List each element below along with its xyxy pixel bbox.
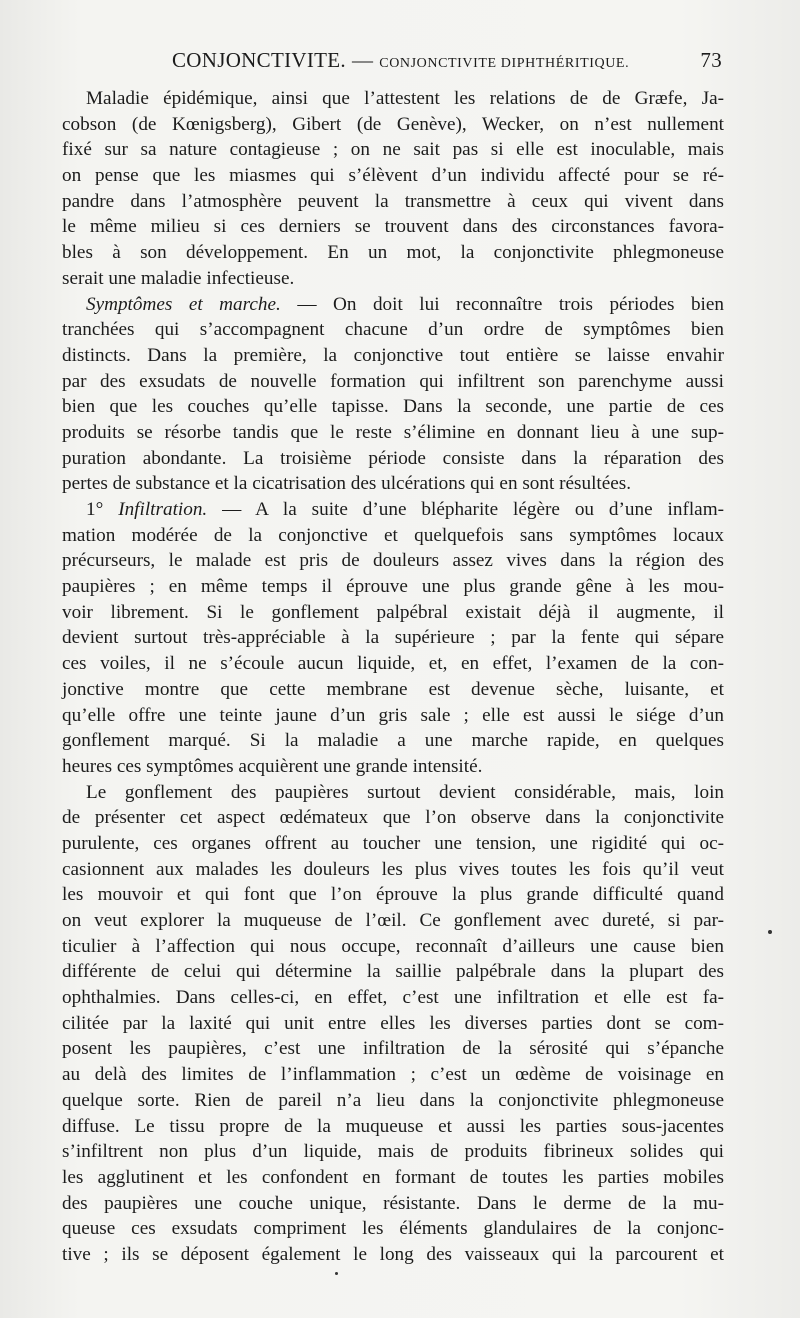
- text-line: cobson (de Kœnigsberg), Gibert (de Genève), Wecker, on n’est nullement: [62, 113, 724, 135]
- body-text: [62, 86, 724, 1268]
- text-line: tranchées qui s’accompagnent chacune d’un ordre de symptômes bien: [62, 319, 724, 341]
- text-line: qu’elle offre une teinte jaune d’un gris sale ; elle est aussi le siége d’un: [62, 704, 724, 726]
- text-line: [62, 292, 724, 318]
- text-line: paupières ; en même temps il éprouve une plus grande gêne à les mou-: [62, 576, 724, 598]
- text-line: des paupières une couche unique, résistante. Dans le derme de la mu-: [62, 1192, 724, 1214]
- section-subtitle: CONJONCTIVITE DIPHTHÉRITIQUE.: [379, 56, 630, 71]
- text-line: heures ces symptômes acquièrent une grande intensité.: [62, 755, 483, 777]
- running-title: [172, 48, 629, 73]
- text-line: le même milieu si ces derniers se trouvent dans des circonstances favora-: [62, 216, 724, 238]
- text-line: ticulier à l’affection qui nous occupe, reconnaît d’ailleurs une cause bien: [62, 935, 724, 957]
- page-number: 73: [700, 48, 722, 72]
- text-line: précurseurs, le malade est pris de douleurs assez vives dans la région des: [62, 550, 724, 572]
- text-line: posent les paupières, c’est une infiltration de la sérosité qui s’épanche: [62, 1038, 724, 1060]
- text-line: par des exsudats de nouvelle formation qui infiltrent son parenchyme aussi: [62, 370, 724, 392]
- text-line: au delà des limites de l’inflammation ; c’est un œdème de voisinage en: [62, 1064, 724, 1086]
- text-line: de présenter cet aspect œdémateux que l’on observe dans la conjonctivite: [62, 807, 724, 829]
- text-line: s’infiltrent non plus d’un liquide, mais de produits fibrineux solides qui: [62, 1141, 724, 1163]
- text-line: les agglutinent et les confondent en formant de toutes les parties mobiles: [62, 1166, 724, 1188]
- text-line: purulente, ces organes offrent au toucher une tension, une rigidité qui oc-: [62, 832, 724, 854]
- text-line: pertes de substance et la cicatrisation des ulcérations qui en sont résultées.: [62, 473, 632, 495]
- text-line: ces voiles, il ne s’écoule aucun liquide, et, en effet, l’examen de la con-: [62, 653, 724, 675]
- text-line: produits se résorbe tandis que le reste s’élimine en donnant lieu à une sup-: [62, 421, 724, 443]
- text-line: distincts. Dans la première, la conjonctive tout entière se laisse envahir: [62, 344, 724, 366]
- text-line: tive ; ils se déposent également le long des vaisseaux qui la parcourent et: [62, 1243, 724, 1265]
- chapter-title: CONJONCTIVITE.: [172, 48, 346, 72]
- text-line: diffuse. Le tissu propre de la muqueuse et aussi les parties sous-jacentes: [62, 1115, 724, 1137]
- text-line: voir librement. Si le gonflement palpébral existait déjà il augmente, il: [62, 601, 724, 623]
- text-line: quelque sorte. Rien de pareil n’a lieu dans la conjonctivite phlegmoneuse: [62, 1089, 724, 1111]
- paper-speck: [335, 1272, 338, 1275]
- text-line: différente de celui qui détermine la saillie palpébrale dans la plupart des: [62, 961, 724, 983]
- text-line: serait une maladie infectieuse.: [62, 267, 295, 289]
- text-line: Maladie épidémique, ainsi que l’attestent les relations de de Græfe, Ja-: [86, 88, 724, 109]
- text-line: mation modérée de la conjonctive et quelquefois sans symptômes locaux: [62, 524, 724, 546]
- text-line: queuse ces exsudats compriment les éléments glandulaires de la conjonc-: [62, 1218, 724, 1240]
- text-line: casionnent aux malades les douleurs les plus vives toutes les fois qu’il veut: [62, 858, 724, 880]
- section-heading-italic: Infiltration.: [118, 499, 208, 520]
- paper-speck: [768, 930, 772, 934]
- text-line: gonflement marqué. Si la maladie a une marche rapide, en quelques: [62, 730, 724, 752]
- text-line: pandre dans l’atmosphère peuvent la transmettre à ceux qui vivent dans: [62, 190, 724, 212]
- text-line: on pense que les miasmes qui s’élèvent d’un individu affecté pour se ré-: [62, 165, 724, 187]
- text-line: les mouvoir et qui font que l’on éprouve la plus grande difficulté quand: [62, 884, 724, 906]
- item-number: 1°: [86, 499, 104, 520]
- text-line: devient surtout très-appréciable à la supérieure ; par la fente qui sépare: [62, 627, 724, 649]
- section-heading-italic: Symptômes et marche.: [86, 293, 281, 315]
- text-line: ophthalmies. Dans celles-ci, en effet, c’est une infiltration et elle est fa-: [62, 987, 724, 1009]
- text-line: fixé sur sa nature contagieuse ; on ne sait pas si elle est inoculable, mais: [62, 139, 724, 161]
- text-line: bien que les couches qu’elle tapisse. Dans la seconde, une partie de ces: [62, 396, 724, 418]
- text-line: puration abondante. La troisième période consiste dans la réparation des: [62, 447, 724, 469]
- title-dash: —: [351, 48, 374, 72]
- text-line: cilitée par la laxité qui unit entre elles les diverses parties dont se com-: [62, 1012, 724, 1034]
- text-line: on veut explorer la muqueuse de l’œil. Ce gonflement avec dureté, si par-: [62, 910, 724, 931]
- text-line: jonctive montre que cette membrane est devenue sèche, luisante, et: [62, 678, 724, 700]
- text-line: bles à son développement. En un mot, la conjonctivite phlegmoneuse: [62, 242, 724, 264]
- text-line: [62, 497, 724, 523]
- text-line-rest: — A la suite d’une blépharite légère ou d’une inflam-: [207, 499, 725, 520]
- text-line-rest: — On doit lui reconnaître trois périodes bien: [280, 293, 724, 315]
- running-head: [84, 48, 724, 76]
- text-line: Le gonflement des paupières surtout devient considérable, mais, loin: [86, 781, 724, 803]
